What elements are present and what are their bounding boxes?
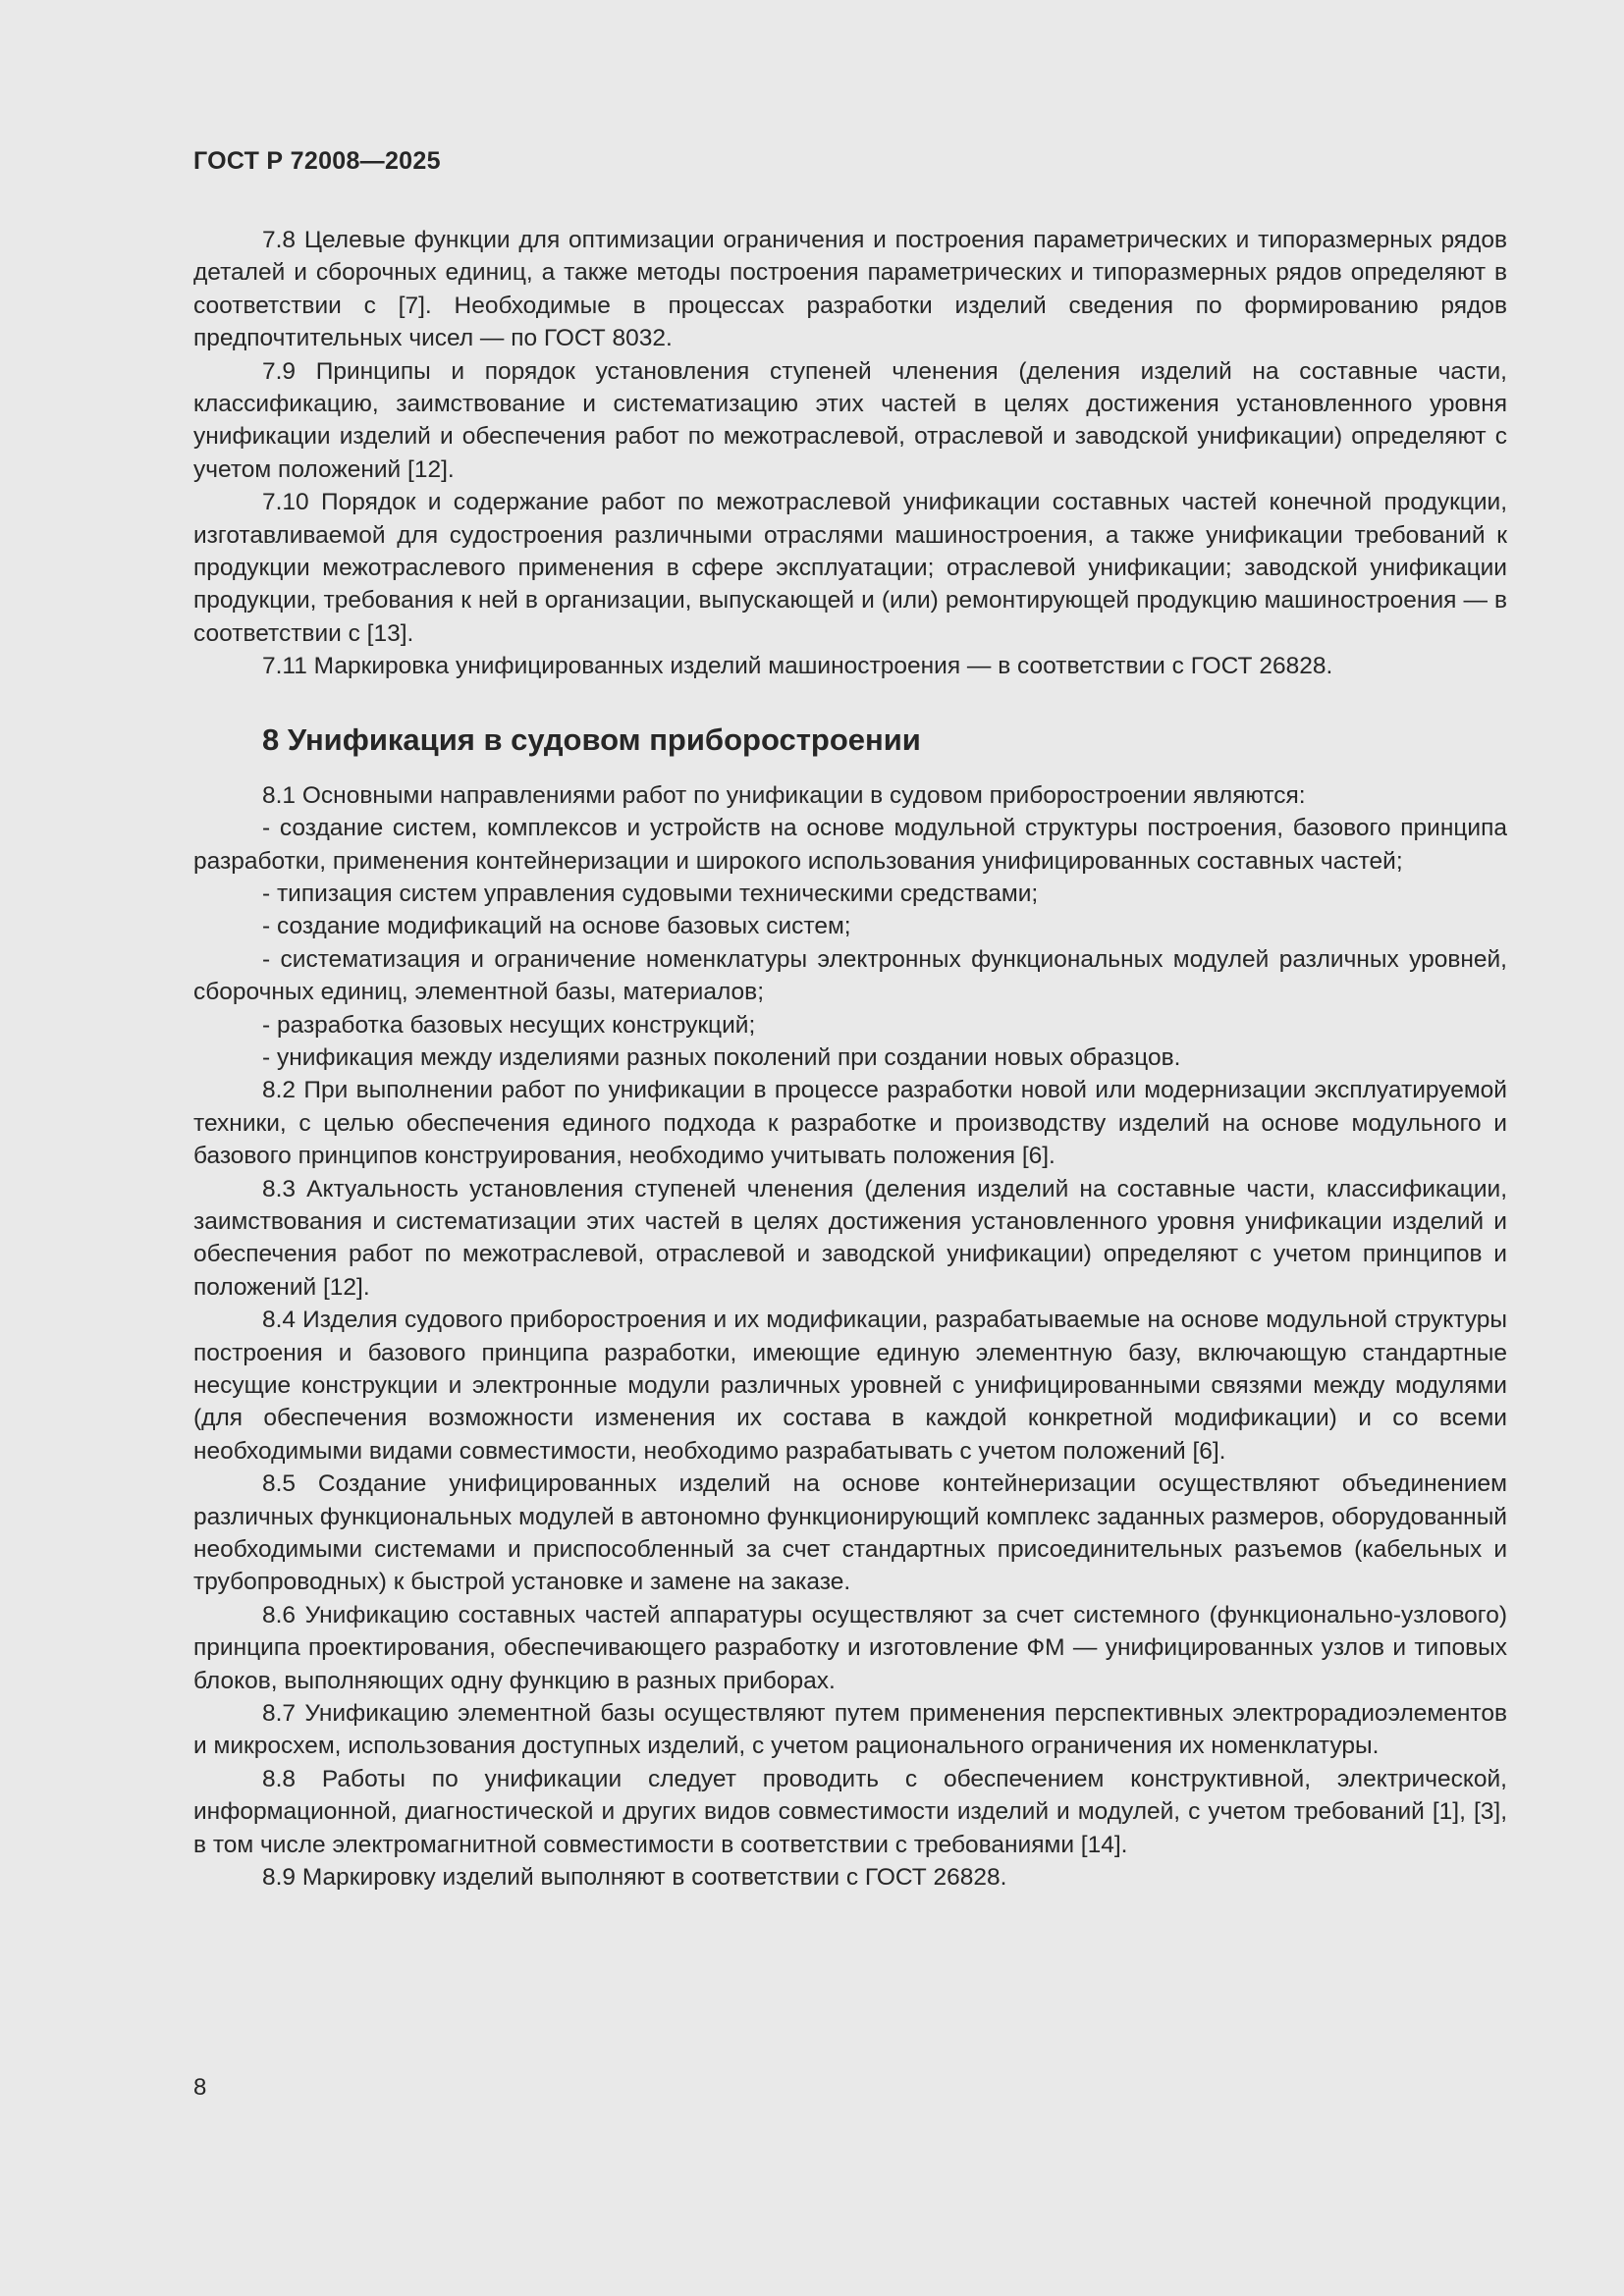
document-body	[193, 224, 1507, 1895]
document-code-header: ГОСТ Р 72008—2025	[193, 147, 441, 175]
list-item: - разработка базовых несущих конструкций;	[262, 1011, 756, 1039]
paragraph-7-9: 7.9 Принципы и порядок установления ступеней членения (деления изделий на составные части, классификацию, заимствование и систематизацию этих частей в целях достижения установленного уровня унификации изделий и обеспечения работ по межотраслевой, отраслевой и заводской унификации) определяют с учетом положений [12].	[193, 357, 1507, 483]
paragraph-8-6: 8.6 Унификацию составных частей аппаратуры осуществляют за счет системного (функционально-узлового) принципа проектирования, обеспечивающего разработку и изготовление ФМ — унифицированных узлов и типовых блоков, выполняющих одну функцию в разных приборах.	[193, 1601, 1507, 1694]
list-item: - систематизация и ограничение номенклатуры электронных функциональных модулей различных уровней, сборочных единиц, элементной базы, материалов;	[193, 945, 1507, 1006]
list-item: - создание систем, комплексов и устройств на основе модульной структуры построения, базового принципа разработки, применения контейнеризации и широкого использования унифицированных составных частей;	[193, 815, 1507, 875]
paragraph-7-10: 7.10 Порядок и содержание работ по межотраслевой унификации составных частей конечной продукции, изготавливаемой для судостроения различными отраслями машиностроения, а также унификации требований к продукции межотраслевого применения в сфере эксплуатации; отраслевой унификации; заводской унификации продукции, требования к ней в организации, выпускающей и (или) ремонтирующей продукцию машиностроения — в соответствии с [13].	[193, 489, 1507, 647]
paragraph-8-4: 8.4 Изделия судового приборостроения и их модификации, разрабатываемые на основе модульной структуры построения и базового принципа разработки, имеющие единую элементную базу, включающую стандартные несущие конструкции и электронные модули различных уровней с унифицированными связями между модулями (для обеспечения возможности изменения их состава в каждой конкретной модификации) и со всеми необходимыми видами совместимости, необходимо разрабатывать с учетом положений [6].	[193, 1307, 1507, 1465]
paragraph-8-8: 8.8 Работы по унификации следует проводить с обеспечением конструктивной, электрической, информационной, диагностической и других видов совместимости изделий и модулей, с учетом требований [1], [3], в том числе электромагнитной совместимости в соответствии с требованиями [14].	[193, 1765, 1507, 1858]
paragraph-8-1: 8.1 Основными направлениями работ по унификации в судовом приборостроении являются:	[262, 781, 1306, 809]
list-item: - создание модификаций на основе базовых систем;	[262, 913, 851, 940]
paragraph-8-5: 8.5 Создание унифицированных изделий на основе контейнеризации осуществляют объединением различных функциональных модулей в автономно функционирующий комплекс заданных размеров, оборудованный необходимыми системами и приспособленный за счет стандартных присоединительных разъемов (кабельных и трубопроводных) к быстрой установке и замене на заказе.	[193, 1470, 1507, 1596]
list-item: - типизация систем управления судовыми техническими средствами;	[262, 880, 1039, 907]
paragraph-8-3: 8.3 Актуальность установления ступеней членения (деления изделий на составные части, классификации, заимствования и систематизации этих частей в целях достижения установленного уровня унификации изделий и обеспечения работ по межотраслевой, отраслевой и заводской унификации) определяют с учетом принципов и положений [12].	[193, 1175, 1507, 1301]
paragraph-7-11: 7.11 Маркировка унифицированных изделий машиностроения — в соответствии с ГОСТ 26828.	[262, 653, 1333, 680]
list-item: - унификация между изделиями разных поколений при создании новых образцов.	[262, 1043, 1181, 1071]
page-number: 8	[193, 2074, 207, 2101]
paragraph-8-2: 8.2 При выполнении работ по унификации в процессе разработки новой или модернизации эксплуатируемой техники, с целью обеспечения единого подхода к разработке и производству изделий на основе модульного и базового принципов конструирования, необходимо учитывать положения [6].	[193, 1077, 1507, 1170]
section-8-title: 8 Унификация в судовом приборостроении	[262, 721, 921, 757]
paragraph-8-9: 8.9 Маркировку изделий выполняют в соответствии с ГОСТ 26828.	[262, 1864, 1007, 1892]
paragraph-7-8: 7.8 Целевые функции для оптимизации ограничения и построения параметрических и типоразмерных рядов деталей и сборочных единиц, а также методы построения параметрических и типоразмерных рядов определяют в соответствии с [7]. Необходимые в процессах разработки изделий сведения по формированию рядов предпочтительных чисел — по ГОСТ 8032.	[193, 227, 1507, 352]
paragraph-8-7: 8.7 Унификацию элементной базы осуществляют путем применения перспективных электрорадиоэлементов и микросхем, использования доступных изделий, с учетом рационального ограничения их номенклатуры.	[193, 1700, 1507, 1760]
